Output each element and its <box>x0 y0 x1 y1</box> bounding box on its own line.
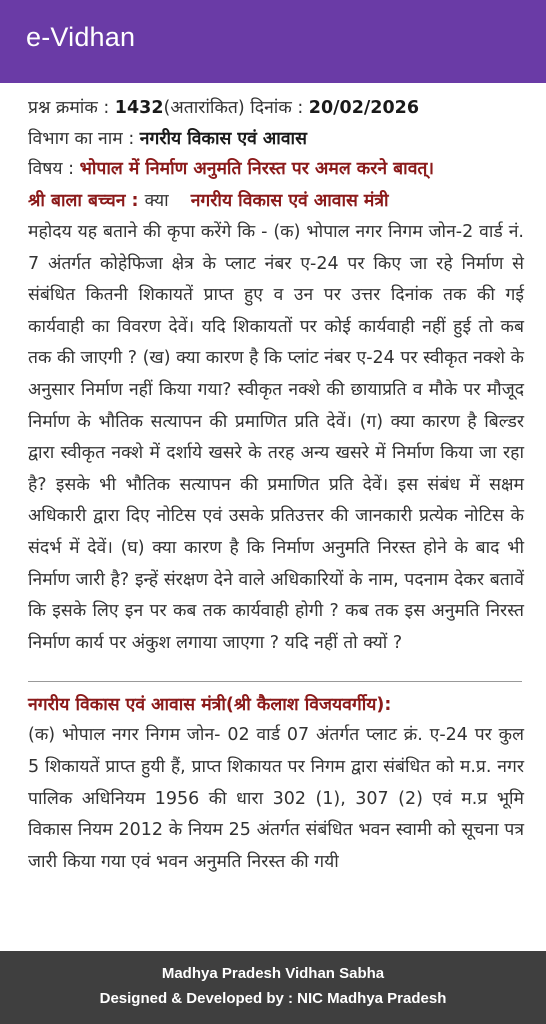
footer-credits: Designed & Developed by : NIC Madhya Pradesh <box>99 990 447 1007</box>
subject-label: विषय : <box>28 159 80 179</box>
footer-organization: Madhya Pradesh Vidhan Sabha <box>161 965 385 982</box>
department-line <box>28 124 526 155</box>
asker-name: श्री बाला बच्चन : <box>28 191 145 211</box>
question-type: (अतारांकित) <box>163 98 245 118</box>
asker-minister: नगरीय विकास एवं आवास मंत्री <box>190 191 389 211</box>
department-value: नगरीय विकास एवं आवास <box>139 129 307 149</box>
question-document <box>28 83 526 878</box>
question-date-label: दिनांक : <box>244 98 309 118</box>
app-header <box>0 0 546 83</box>
asker-kya: क्या <box>144 191 169 211</box>
question-number-line <box>28 93 526 124</box>
section-divider <box>28 681 522 682</box>
app-title: e-Vidhan <box>26 22 136 52</box>
answer-heading: नगरीय विकास एवं आवास मंत्री(श्री कैलाश विजयवर्गीय): <box>28 695 392 716</box>
answer-text: (क) भोपाल नगर निगम जोन- 02 वार्ड 07 अंतर्गत प्लाट क्रं. ए-24 पर कुल 5 शिकायतें प्राप्त हुयी हैं, प्राप्त शिकायत पर निगम द्वारा संबंधित को म.प्र. नगर पालिक अधिनियम 1956 की धारा 302 (1), 307 (2) एवं म.प्र भूमि विकास नियम 2012 के नियम 25 अंतर्गत संबंधित भवन स्वामी को सूचना पत्र जारी किया गया एवं भवन अनुमति निरस्त की गयी <box>28 725 524 872</box>
question-detail-scroll-area[interactable] <box>0 83 546 951</box>
asker-line <box>28 186 526 217</box>
question-date-value: 20/02/2026 <box>308 98 419 118</box>
question-text: महोदय यह बताने की कृपा करेंगे कि - (क) भोपाल नगर निगम जोन-2 वार्ड नं. 7 अंतर्गत कोहेफिजा क्षेत्र के प्लाट नंबर ए-24 पर किए जा रहे निर्माण से संबंधित कितनी शिकायतें प्राप्त हुए व उन पर उत्तर दिनांक तक की गई कार्यवाही का विवरण देवें। यदि शिकायतों पर कोई कार्यवाही नहीं हुई तो कब तक की जाएगी ? (ख) क्या कारण है कि प्लांट नंबर ए-24 पर स्वीकृत नक्शे के अनुसार निर्माण नहीं किया गया? स्वीकृत नक्शे की छायाप्रति व मौके पर मौजूद निर्माण के भौतिक सत्यापन की प्रमाणित प्रति देवें। (ग) क्या कारण है बिल्डर द्वारा स्वीकृत नक्शे में दर्शाये खसरे के तरह अन्य खसरे में निर्माण किया जा रहा है? इसके भी भौतिक सत्यापन की प्रमाणित प्रति देवें। इस संबंध में सक्षम अधिकारी द्वारा दिए नोटिस एवं उसके प्रतिउत्तर की जानकारी प्रत्येक नोटिस के संदर्भ में देवें। (घ) क्या कारण है कि निर्माण अनुमति निरस्त होने के बाद भी निर्माण जारी है? इन्हें संरक्षण देने वाले अधिकारियों के नाम, पदनाम देकर बतावें कि इसके लिए इन पर कब तक कार्यवाही होगी ? कब तक इस अनुमति निरस्त निर्माण कार्य पर अंकुश लगाया जाएगा ? यदि नहीं तो क्यों ? <box>28 222 524 653</box>
subject-line <box>28 155 526 184</box>
subject-value: भोपाल में निर्माण अनुमति निरस्त पर अमल करने बावत्। <box>79 159 435 179</box>
question-number-label: प्रश्न क्रमांक : <box>28 98 115 118</box>
app-footer <box>0 951 546 1024</box>
question-number-value: 1432 <box>114 98 164 118</box>
department-label: विभाग का नाम : <box>28 129 140 149</box>
